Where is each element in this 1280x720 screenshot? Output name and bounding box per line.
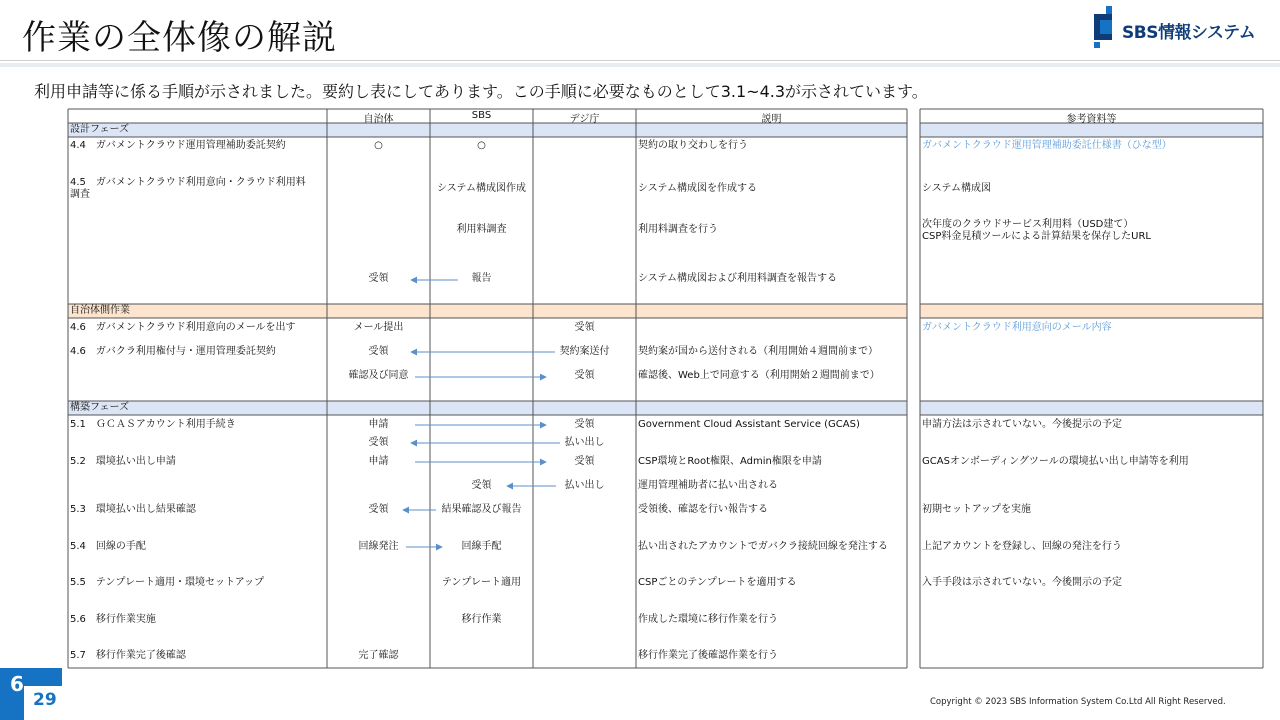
table-row-ref-link[interactable]: ガバメントクラウド運用管理補助委託仕様書（ひな型） bbox=[922, 140, 1172, 151]
header-sbs: SBS bbox=[471, 110, 492, 121]
table-row-desc: CSP環境とRoot権限、Admin権限を申請 bbox=[638, 456, 822, 467]
table-row-sbs: テンプレート適用 bbox=[441, 577, 522, 588]
table-row-sbs: 結果確認及び報告 bbox=[441, 504, 522, 515]
table-row-ref-cont: CSP料金見積ツールによる計算結果を保存したURL bbox=[922, 231, 1151, 242]
table-row-jichitai: ○ bbox=[374, 140, 383, 151]
table-row-step: 5.6 移行作業実施 bbox=[70, 614, 156, 625]
header-setsumei: 説明 bbox=[761, 114, 782, 125]
band-local bbox=[68, 304, 907, 318]
table-row-desc: 確認後、Web上で同意する（利用開始２週間前まで） bbox=[638, 370, 880, 381]
copyright-text: Copyright © 2023 SBS Information System Co.Ltd All Right Reserved. bbox=[930, 697, 1226, 707]
table-row-digi: 受領 bbox=[574, 419, 595, 430]
table-row-sbs: 利用料調査 bbox=[456, 224, 507, 235]
table-row-digi: 受領 bbox=[574, 456, 595, 467]
table-row-ref: 入手手段は示されていない。今後開示の予定 bbox=[922, 577, 1122, 588]
band-design bbox=[68, 123, 907, 137]
table-row-step: 4.4 ガバメントクラウド運用管理補助委託契約 bbox=[70, 140, 286, 151]
phase-build-label: 構築フェーズ bbox=[70, 402, 129, 413]
table-row-step: 4.6 ガバクラ利用権付与・運用管理委託契約 bbox=[70, 346, 276, 357]
page-title: 作業の全体像の解説 bbox=[22, 18, 337, 58]
table-row-jichitai: 受領 bbox=[368, 273, 389, 284]
table-row-step: 5.5 テンプレート適用・環境セットアップ bbox=[70, 577, 265, 588]
page-number: 29 bbox=[33, 690, 57, 710]
table-row-jichitai: 回線発注 bbox=[358, 541, 399, 552]
header-jichitai: 自治体 bbox=[363, 114, 394, 125]
table-row-sbs: ○ bbox=[477, 140, 486, 151]
table-row-sbs: 移行作業 bbox=[461, 614, 502, 625]
table-row-desc: 利用料調査を行う bbox=[638, 224, 718, 235]
table-row-step: 5.3 環境払い出し結果確認 bbox=[70, 504, 196, 515]
phase-design-label: 設計フェーズ bbox=[70, 124, 129, 135]
table-row-sbs: システム構成図作成 bbox=[437, 183, 526, 194]
table-row-ref: システム構成図 bbox=[922, 183, 991, 194]
table-row-step: 4.6 ガバメントクラウド利用意向のメールを出す bbox=[70, 322, 296, 333]
table-row-jichitai: 申請 bbox=[368, 456, 389, 467]
table-row-desc: 移行作業完了後確認作業を行う bbox=[638, 650, 778, 661]
table-row-step: 5.7 移行作業完了後確認 bbox=[70, 650, 186, 661]
table-row-desc: システム構成図および利用料調査を報告する bbox=[638, 273, 837, 284]
logo-text: SBS情報システム bbox=[1122, 23, 1256, 43]
table-row-ref: GCASオンボーディングツールの環境払い出し申請等を利用 bbox=[922, 456, 1189, 467]
table-row-desc: 受領後、確認を行い報告する bbox=[638, 504, 768, 515]
phase-local-label: 自治体側作業 bbox=[70, 305, 130, 316]
table-row-ref: 初期セットアップを実施 bbox=[922, 504, 1031, 515]
table-row-jichitai: 完了確認 bbox=[358, 650, 399, 661]
table-row-jichitai: 申請 bbox=[368, 419, 389, 430]
intro-text: 利用申請等に係る手順が示されました。要約し表にしてあります。この手順に必要なものとして3.1~4.3が示されています。 bbox=[34, 82, 928, 101]
table-row-desc: 払い出されたアカウントでガバクラ接続回線を発注する bbox=[638, 541, 888, 552]
table-row-ref: 申請方法は示されていない。今後提示の予定 bbox=[922, 419, 1122, 430]
table-row-digi: 契約案送付 bbox=[559, 346, 610, 357]
table-row-digi: 払い出し bbox=[564, 480, 605, 491]
table-row-jichitai: メール提出 bbox=[353, 322, 404, 333]
table-row-digi: 受領 bbox=[574, 322, 595, 333]
table-row-step: 4.5 ガバメントクラウド利用意向・クラウド利用料 bbox=[70, 177, 306, 188]
table-row-sbs: 報告 bbox=[471, 273, 492, 284]
band-build bbox=[68, 401, 907, 415]
header-digi: デジ庁 bbox=[569, 114, 600, 125]
table-row-desc: CSPごとのテンプレートを適用する bbox=[638, 577, 797, 588]
table-row-desc: システム構成図を作成する bbox=[638, 183, 757, 194]
table-row-step: 5.2 環境払い出し申請 bbox=[70, 456, 176, 467]
table-row-desc: 契約案が国から送付される（利用開始４週間前まで） bbox=[638, 346, 878, 357]
table-row-desc: 作成した環境に移行作業を行う bbox=[638, 614, 778, 625]
section-number: 6 bbox=[10, 672, 24, 696]
table-row-step: 5.1 ＧＣＡＳアカウント利用手続き bbox=[70, 419, 236, 430]
table-row-step: 5.4 回線の手配 bbox=[70, 541, 146, 552]
table-row-digi: 払い出し bbox=[564, 437, 605, 448]
table-row-jichitai: 受領 bbox=[368, 346, 389, 357]
table-row-desc: 運用管理補助者に払い出される bbox=[638, 480, 778, 491]
table-row-ref: 次年度のクラウドサービス利用料（USD建て） bbox=[922, 219, 1134, 230]
table-row-digi: 受領 bbox=[574, 370, 595, 381]
table-row-sbs: 回線手配 bbox=[461, 541, 502, 552]
table-row-jichitai: 受領 bbox=[368, 437, 389, 448]
table-row-sbs: 受領 bbox=[471, 480, 492, 491]
table-row-jichitai: 受領 bbox=[368, 504, 389, 515]
table-row-ref-link[interactable]: ガバメントクラウド利用意向のメール内容 bbox=[922, 322, 1112, 333]
table-row-desc: Government Cloud Assistant Service (GCAS) bbox=[638, 419, 860, 430]
table-row-desc: 契約の取り交わしを行う bbox=[638, 140, 748, 151]
table-row-step-cont: 調査 bbox=[70, 189, 90, 200]
table-row-ref: 上記アカウントを登録し、回線の発注を行う bbox=[922, 541, 1122, 552]
table-row-jichitai: 確認及び同意 bbox=[348, 370, 409, 381]
header-sanko: 参考資料等 bbox=[1066, 114, 1117, 125]
